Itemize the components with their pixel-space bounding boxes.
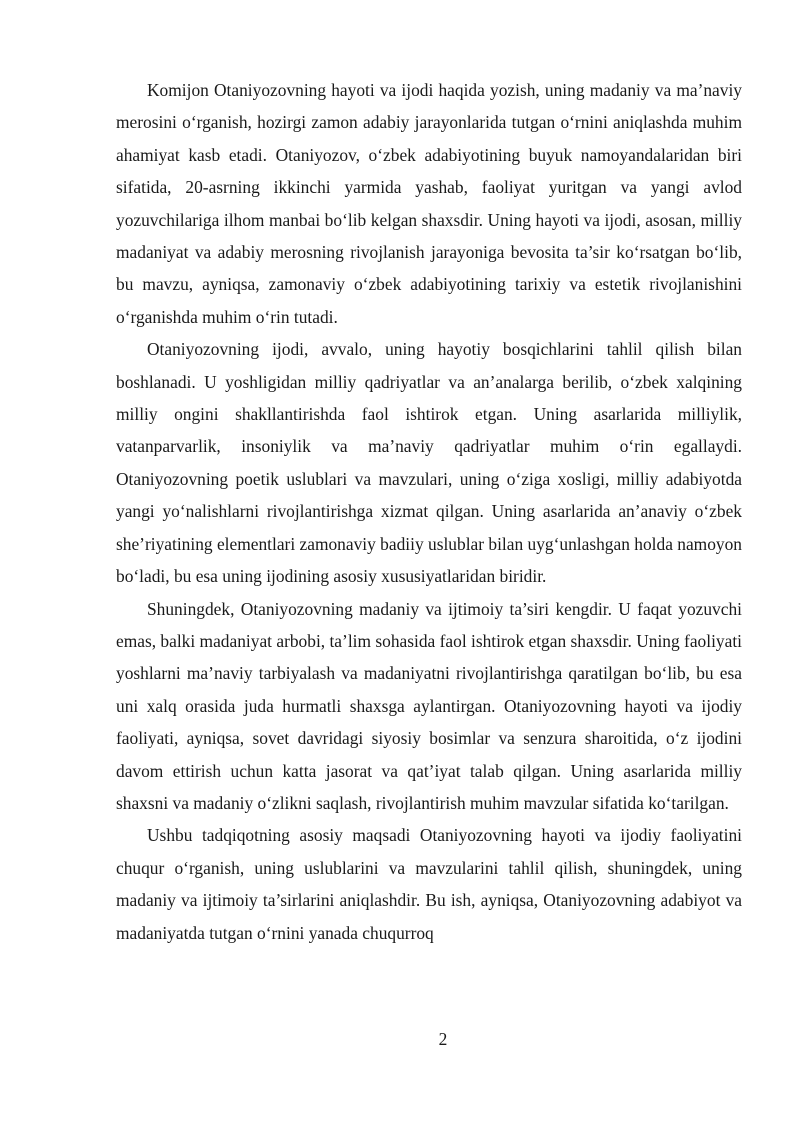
- paragraph-1: Komijon Otaniyozovning hayoti va ijodi haqida yozish, uning madaniy va ma’naviy merosini o‘rganish, hozirgi zamon adabiy jarayonlarida tutgan o‘rnini aniqlashda muhim ahamiyat kasb etadi. Otaniyozov, o‘zbek adabiyotining buyuk namoyandalaridan biri sifatida, 20-asrning ikkinchi yarmida yashab, faoliyat yuritgan va yangi avlod yozuvchilariga ilhom manbai bo‘lib kelgan shaxsdir. Uning hayoti va ijodi, asosan, milliy madaniyat va adabiy merosning rivojlanish jarayoniga bevosita ta’sir ko‘rsatgan bo‘lib, bu mavzu, ayniqsa, zamonaviy o‘zbek adabiyotining tarixiy va estetik rivojlanishini o‘rganishda muhim o‘rin tutadi.: [116, 80, 742, 327]
- paragraph-2: Otaniyozovning ijodi, avvalo, uning hayotiy bosqichlarini tahlil qilish bilan boshlanadi. U yoshligidan milliy qadriyatlar va an’analarga berilib, o‘zbek xalqining milliy ongini shakllantirishda faol ishtirok etgan. Uning asarlarida milliylik, vatanparvarlik, insoniylik va ma’naviy qadriyatlar muhim o‘rin egallaydi. Otaniyozovning poetik uslublari va mavzulari, uning o‘ziga xosligi, milliy adabiyotda yangi yo‘nalishlarni rivojlantirishga xizmat qilgan. Uning asarlarida an’anaviy o‘zbek she’riyatining elementlari zamonaviy badiiy uslublar bilan uyg‘unlashgan holda namoyon bo‘ladi, bu esa uning ijodining asosiy xususiyatlaridan biridir.: [116, 339, 742, 587]
- page-number: 2: [438, 1029, 448, 1049]
- paragraph-4: Ushbu tadqiqotning asosiy maqsadi Otaniyozovning hayoti va ijodiy faoliyatini chuqur o‘rganish, uning uslublarini va mavzularini tahlil qilish, shuningdek, uning madaniy va ijtimoiy ta’sirlarini aniqlashdir. Bu ish, ayniqsa, Otaniyozovning adabiyot va madaniyatda tutgan o‘rnini yanada chuqurroq: [116, 825, 742, 943]
- paragraph-3: Shuningdek, Otaniyozovning madaniy va ijtimoiy ta’siri kengdir. U faqat yozuvchi emas, balki madaniyat arbobi, ta’lim sohasida faol ishtirok etgan shaxsdir. Uning faoliyati yoshlarni ma’naviy tarbiyalash va madaniyatni rivojlantirishga qaratilgan bo‘lib, bu esa uni xalq orasida juda hurmatli shaxsga aylantirgan. Otaniyozovning hayoti va ijodiy faoliyati, ayniqsa, sovet davridagi siyosiy bosimlar va senzura sharoitida, o‘z ijodini davom ettirish uchun katta jasorat va qat’iyat talab qilgan. Uning asarlarida milliy shaxsni va madaniy o‘zlikni saqlash, rivojlantirish muhim mavzular sifatida ko‘tarilgan.: [116, 598, 742, 813]
- document-body: [116, 74, 742, 949]
